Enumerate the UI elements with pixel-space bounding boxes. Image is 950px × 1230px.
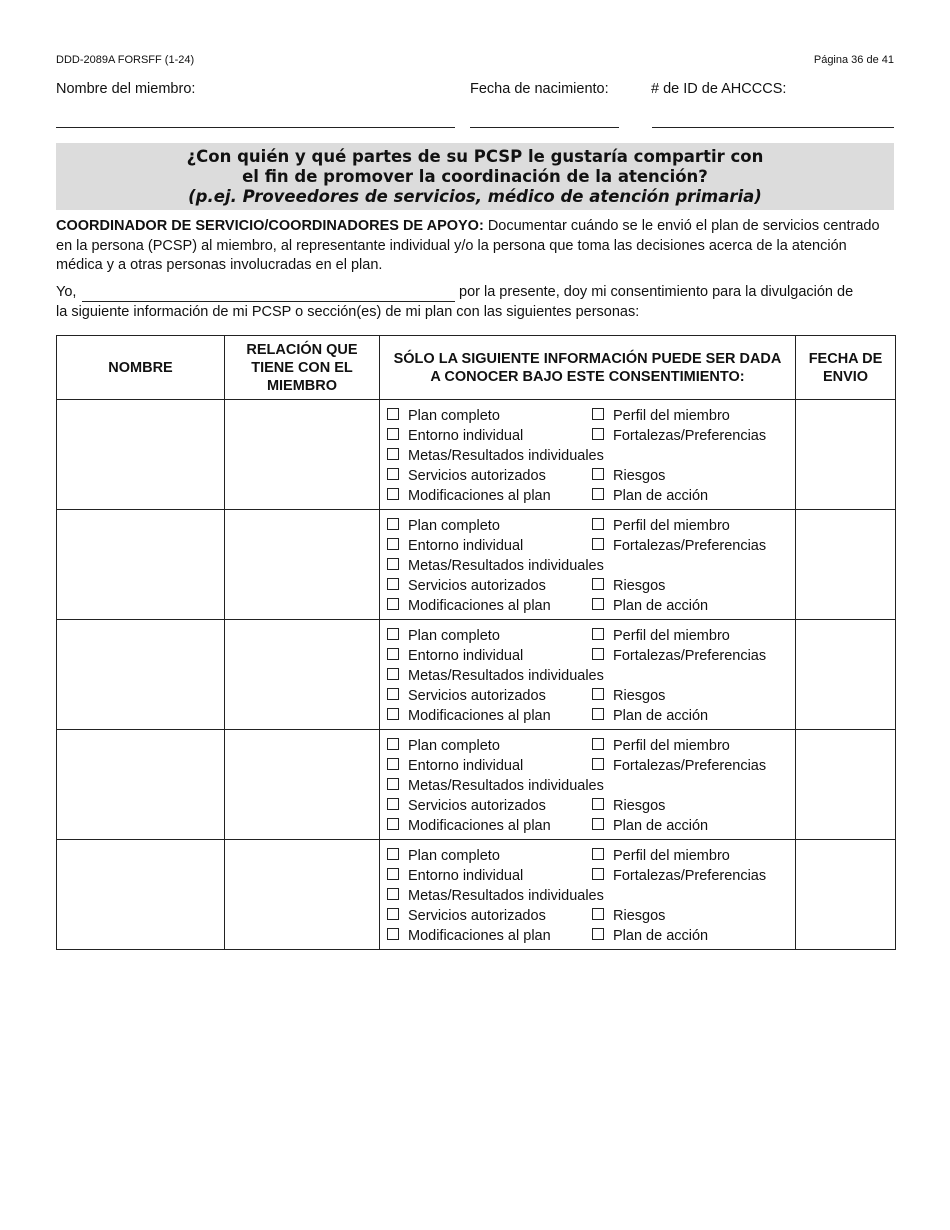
option-label: Riesgos (613, 578, 666, 594)
checkbox-perfil-miembro[interactable] (592, 518, 604, 530)
option-modificaciones[interactable] (387, 926, 592, 946)
checkbox-fortalezas[interactable] (592, 648, 604, 660)
checkbox-riesgos[interactable] (592, 908, 604, 920)
option-label: Perfil del miembro (613, 518, 730, 534)
table-header-row (57, 336, 896, 400)
checkbox-fortalezas[interactable] (592, 428, 604, 440)
option-perfil-miembro[interactable] (592, 516, 782, 536)
checkbox-fortalezas[interactable] (592, 868, 604, 880)
option-fortalezas[interactable] (592, 426, 782, 446)
checkbox-modificaciones[interactable] (387, 598, 399, 610)
dob-field[interactable] (470, 127, 619, 128)
banner-line-2: el fin de promover la coordinación de la atención? (242, 167, 708, 186)
option-perfil-miembro[interactable] (592, 626, 782, 646)
option-plan-completo[interactable] (387, 736, 592, 756)
option-label: Fortalezas/Preferencias (613, 428, 767, 444)
option-riesgos[interactable] (592, 466, 782, 486)
option-servicios[interactable] (387, 796, 592, 816)
date-sent-cell[interactable] (796, 510, 896, 620)
option-metas[interactable] (387, 886, 782, 906)
information-options-cell (380, 840, 796, 950)
checkbox-plan-completo[interactable] (387, 738, 399, 750)
checkbox-perfil-miembro[interactable] (592, 628, 604, 640)
member-name-label: Nombre del miembro: (56, 81, 196, 97)
page-number: Página 36 de 41 (813, 54, 894, 66)
header-nombre: NOMBRE (57, 336, 225, 400)
checkbox-modificaciones[interactable] (387, 818, 399, 830)
option-label: Fortalezas/Preferencias (613, 648, 767, 664)
option-servicios[interactable] (387, 466, 592, 486)
header-fecha-envio: FECHA DE ENVIO (796, 336, 896, 400)
option-label: Plan completo (408, 408, 500, 424)
checkbox-plan-accion[interactable] (592, 928, 604, 940)
ahcccs-id-field[interactable] (652, 127, 894, 128)
checkbox-perfil-miembro[interactable] (592, 848, 604, 860)
recipient-name-cell[interactable] (57, 840, 225, 950)
option-label: Plan completo (408, 628, 500, 644)
checkbox-entorno-individual[interactable] (387, 758, 399, 770)
option-label: Servicios autorizados (408, 578, 546, 594)
option-fortalezas[interactable] (592, 866, 782, 886)
option-modificaciones[interactable] (387, 486, 592, 506)
relationship-cell[interactable] (225, 730, 380, 840)
header-relacion: RELACIÓN QUE TIENE CON EL MIEMBRO (225, 336, 380, 400)
checkbox-perfil-miembro[interactable] (592, 738, 604, 750)
option-riesgos[interactable] (592, 906, 782, 926)
option-label: Metas/Resultados individuales (408, 448, 604, 464)
option-label: Metas/Resultados individuales (408, 558, 604, 574)
option-label: Servicios autorizados (408, 798, 546, 814)
checkbox-entorno-individual[interactable] (387, 648, 399, 660)
option-modificaciones[interactable] (387, 706, 592, 726)
disclosure-table (56, 335, 896, 950)
member-name-field[interactable] (56, 127, 455, 128)
option-label: Entorno individual (408, 648, 524, 664)
option-label: Modificaciones al plan (408, 488, 551, 504)
option-label: Plan de acción (613, 488, 709, 504)
option-metas[interactable] (387, 776, 782, 796)
relationship-cell[interactable] (225, 620, 380, 730)
option-metas[interactable] (387, 666, 782, 686)
instructions-text: Documentar cuándo se le envió el plan de servicios centrado en la persona (PCSP) al miembro, al representante individual y/o la persona que toma las decisiones acerca de la atención médica y a otras personas involucradas en el plan. (56, 218, 880, 273)
option-label: Riesgos (613, 468, 666, 484)
option-label: Entorno individual (408, 758, 524, 774)
option-label: Riesgos (613, 798, 666, 814)
recipient-name-cell[interactable] (57, 510, 225, 620)
option-label: Fortalezas/Preferencias (613, 538, 767, 554)
option-fortalezas[interactable] (592, 646, 782, 666)
option-servicios[interactable] (387, 906, 592, 926)
option-label: Modificaciones al plan (408, 818, 551, 834)
table-row (57, 510, 896, 620)
recipient-name-cell[interactable] (57, 620, 225, 730)
table-row (57, 730, 896, 840)
option-riesgos[interactable] (592, 796, 782, 816)
option-label: Servicios autorizados (408, 468, 546, 484)
date-sent-cell[interactable] (796, 840, 896, 950)
option-label: Riesgos (613, 688, 666, 704)
form-code: DDD-2089A FORSFF (1-24) (56, 54, 195, 66)
option-riesgos[interactable] (592, 686, 782, 706)
option-servicios[interactable] (387, 686, 592, 706)
information-options-cell (380, 620, 796, 730)
checkbox-plan-completo[interactable] (387, 518, 399, 530)
option-plan-accion[interactable] (592, 596, 782, 616)
checkbox-plan-accion[interactable] (592, 488, 604, 500)
option-label: Riesgos (613, 908, 666, 924)
checkbox-modificaciones[interactable] (387, 928, 399, 940)
date-sent-cell[interactable] (796, 730, 896, 840)
instructions-lead: COORDINADOR DE SERVICIO/COORDINADORES DE APOYO: (56, 218, 484, 234)
option-metas[interactable] (387, 446, 782, 466)
relationship-cell[interactable] (225, 510, 380, 620)
option-label: Metas/Resultados individuales (408, 668, 604, 684)
option-label: Entorno individual (408, 428, 524, 444)
checkbox-plan-accion[interactable] (592, 598, 604, 610)
option-label: Plan completo (408, 848, 500, 864)
option-plan-accion[interactable] (592, 926, 782, 946)
option-label: Perfil del miembro (613, 848, 730, 864)
checkbox-metas[interactable] (387, 558, 399, 570)
option-plan-accion[interactable] (592, 706, 782, 726)
option-entorno-individual[interactable] (387, 756, 592, 776)
checkbox-metas[interactable] (387, 778, 399, 790)
information-options-cell (380, 400, 796, 510)
table-row (57, 400, 896, 510)
option-label: Metas/Resultados individuales (408, 888, 604, 904)
checkbox-modificaciones[interactable] (387, 488, 399, 500)
checkbox-riesgos[interactable] (592, 578, 604, 590)
option-entorno-individual[interactable] (387, 536, 592, 556)
checkbox-riesgos[interactable] (592, 468, 604, 480)
option-label: Fortalezas/Preferencias (613, 868, 767, 884)
checkbox-plan-completo[interactable] (387, 848, 399, 860)
checkbox-modificaciones[interactable] (387, 708, 399, 720)
option-label: Plan de acción (613, 928, 709, 944)
option-plan-completo[interactable] (387, 846, 592, 866)
recipient-name-cell[interactable] (57, 730, 225, 840)
table-row (57, 620, 896, 730)
ahcccs-id-label: # de ID de AHCCCS: (651, 81, 787, 97)
option-label: Plan completo (408, 738, 500, 754)
checkbox-plan-accion[interactable] (592, 708, 604, 720)
checkbox-riesgos[interactable] (592, 688, 604, 700)
option-plan-completo[interactable] (387, 406, 592, 426)
option-perfil-miembro[interactable] (592, 736, 782, 756)
checkbox-entorno-individual[interactable] (387, 428, 399, 440)
banner-line-3: (p.ej. Proveedores de servicios, médico de atención primaria) (188, 187, 762, 206)
checkbox-servicios[interactable] (387, 578, 399, 590)
checkbox-metas[interactable] (387, 888, 399, 900)
option-plan-completo[interactable] (387, 626, 592, 646)
option-fortalezas[interactable] (592, 536, 782, 556)
information-options-cell (380, 730, 796, 840)
checkbox-entorno-individual[interactable] (387, 538, 399, 550)
option-entorno-individual[interactable] (387, 866, 592, 886)
checkbox-metas[interactable] (387, 668, 399, 680)
checkbox-fortalezas[interactable] (592, 758, 604, 770)
option-label: Plan de acción (613, 818, 709, 834)
checkbox-servicios[interactable] (387, 908, 399, 920)
consent-line-2: la siguiente información de mi PCSP o sección(es) de mi plan con las siguientes personas: (56, 304, 640, 320)
option-label: Servicios autorizados (408, 908, 546, 924)
checkbox-servicios[interactable] (387, 798, 399, 810)
recipient-name-cell[interactable] (57, 400, 225, 510)
option-label: Plan de acción (613, 708, 709, 724)
option-label: Perfil del miembro (613, 738, 730, 754)
option-label: Entorno individual (408, 538, 524, 554)
checkbox-riesgos[interactable] (592, 798, 604, 810)
option-riesgos[interactable] (592, 576, 782, 596)
option-label: Servicios autorizados (408, 688, 546, 704)
header-informacion: SÓLO LA SIGUIENTE INFORMACIÓN PUEDE SER DADA A CONOCER BAJO ESTE CONSENTIMIENTO: (380, 336, 796, 400)
option-entorno-individual[interactable] (387, 646, 592, 666)
option-label: Modificaciones al plan (408, 708, 551, 724)
option-label: Plan completo (408, 518, 500, 534)
relationship-cell[interactable] (225, 840, 380, 950)
information-options-cell (380, 510, 796, 620)
option-fortalezas[interactable] (592, 756, 782, 776)
checkbox-servicios[interactable] (387, 468, 399, 480)
option-label: Perfil del miembro (613, 408, 730, 424)
checkbox-plan-completo[interactable] (387, 628, 399, 640)
consent-name-field[interactable] (82, 301, 455, 302)
dob-label: Fecha de nacimiento: (470, 81, 609, 97)
option-entorno-individual[interactable] (387, 426, 592, 446)
relationship-cell[interactable] (225, 400, 380, 510)
consent-suffix: por la presente, doy mi consentimiento para la divulgación de (459, 284, 854, 300)
option-label: Modificaciones al plan (408, 598, 551, 614)
option-modificaciones[interactable] (387, 816, 592, 836)
banner-line-1: ¿Con quién y qué partes de su PCSP le gustaría compartir con (186, 147, 764, 166)
option-label: Plan de acción (613, 598, 709, 614)
checkbox-entorno-individual[interactable] (387, 868, 399, 880)
option-plan-completo[interactable] (387, 516, 592, 536)
option-label: Entorno individual (408, 868, 524, 884)
option-label: Modificaciones al plan (408, 928, 551, 944)
checkbox-fortalezas[interactable] (592, 538, 604, 550)
section-banner (56, 143, 894, 210)
consent-prefix: Yo, (56, 284, 77, 300)
option-plan-accion[interactable] (592, 816, 782, 836)
checkbox-perfil-miembro[interactable] (592, 408, 604, 420)
option-perfil-miembro[interactable] (592, 406, 782, 426)
checkbox-plan-accion[interactable] (592, 818, 604, 830)
checkbox-metas[interactable] (387, 448, 399, 460)
option-modificaciones[interactable] (387, 596, 592, 616)
checkbox-plan-completo[interactable] (387, 408, 399, 420)
date-sent-cell[interactable] (796, 400, 896, 510)
checkbox-servicios[interactable] (387, 688, 399, 700)
option-label: Fortalezas/Preferencias (613, 758, 767, 774)
instructions-paragraph (56, 217, 896, 276)
date-sent-cell[interactable] (796, 620, 896, 730)
option-label: Metas/Resultados individuales (408, 778, 604, 794)
table-row (57, 840, 896, 950)
option-plan-accion[interactable] (592, 486, 782, 506)
option-metas[interactable] (387, 556, 782, 576)
option-perfil-miembro[interactable] (592, 846, 782, 866)
option-servicios[interactable] (387, 576, 592, 596)
option-label: Perfil del miembro (613, 628, 730, 644)
